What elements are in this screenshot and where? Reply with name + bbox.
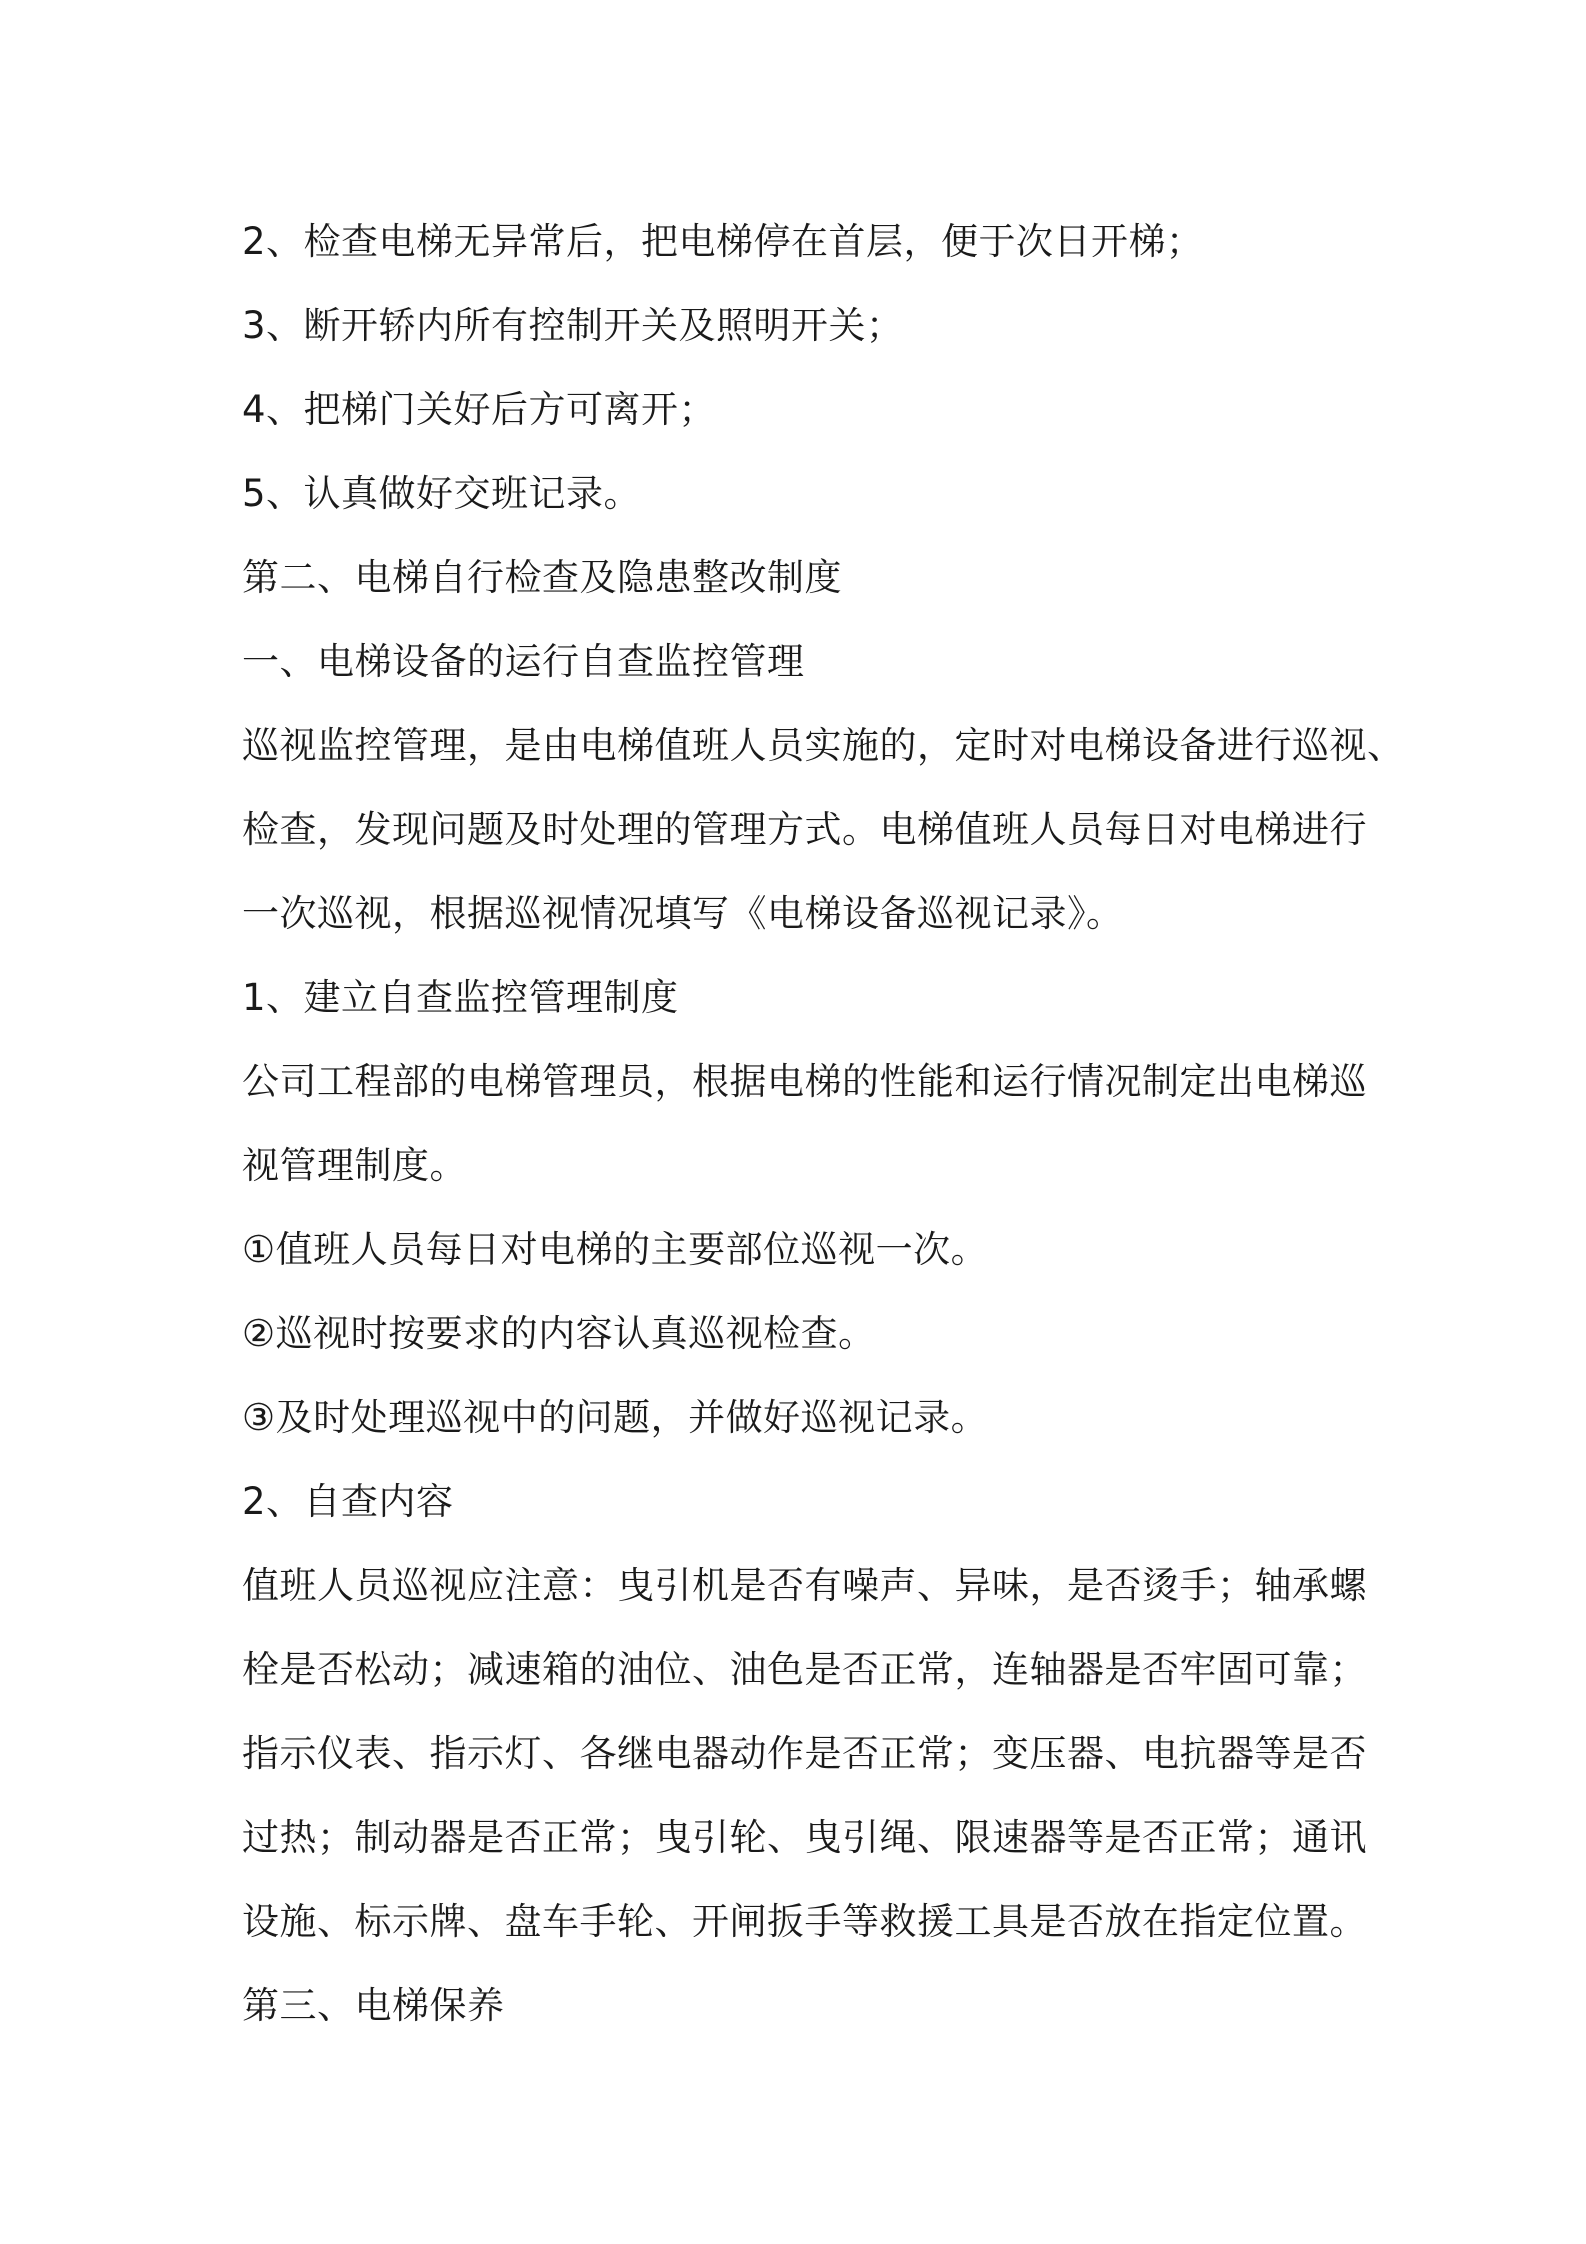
- paragraph-line: 值班人员巡视应注意：曳引机是否有噪声、异味，是否烫手；轴承螺: [242, 1564, 1367, 1607]
- section-two-heading: 第二、电梯自行检查及隐患整改制度: [242, 556, 842, 599]
- paragraph-line: 巡视监控管理，是由电梯值班人员实施的，定时对电梯设备进行巡视、: [242, 724, 1405, 767]
- circled-item-2: ②巡视时按要求的内容认真巡视检查。: [242, 1312, 876, 1355]
- paragraph-line: 设施、标示牌、盘车手轮、开闸扳手等救援工具是否放在指定位置。: [242, 1900, 1367, 1943]
- item-2-heading: 2、自查内容: [242, 1480, 454, 1523]
- paragraph-line: 公司工程部的电梯管理员，根据电梯的性能和运行情况制定出电梯巡: [242, 1060, 1367, 1103]
- circled-item-3: ③及时处理巡视中的问题，并做好巡视记录。: [242, 1396, 989, 1439]
- paragraph-line: 视管理制度。: [242, 1144, 467, 1187]
- step-2-text: 2、检查电梯无异常后，把电梯停在首层，便于次日开梯；: [242, 220, 1204, 263]
- paragraph-line: 指示仪表、指示灯、各继电器动作是否正常；变压器、电抗器等是否: [242, 1732, 1367, 1775]
- step-3-text: 3、断开轿内所有控制开关及照明开关；: [242, 304, 904, 347]
- subsection-one-heading: 一、电梯设备的运行自查监控管理: [242, 640, 805, 683]
- step-4-text: 4、把梯门关好后方可离开；: [242, 388, 717, 431]
- document-body: [242, 200, 1405, 2048]
- paragraph-line: 检查，发现问题及时处理的管理方式。电梯值班人员每日对电梯进行: [242, 808, 1367, 851]
- circled-item-1: ①值班人员每日对电梯的主要部位巡视一次。: [242, 1228, 989, 1271]
- section-three-heading: 第三、电梯保养: [242, 1984, 505, 2027]
- paragraph-line: 栓是否松动；减速箱的油位、油色是否正常，连轴器是否牢固可靠；: [242, 1648, 1367, 1691]
- paragraph-line: 过热；制动器是否正常；曳引轮、曳引绳、限速器等是否正常；通讯: [242, 1816, 1367, 1859]
- item-1-heading: 1、建立自查监控管理制度: [242, 976, 679, 1019]
- paragraph-line: 一次巡视，根据巡视情况填写《电梯设备巡视记录》。: [242, 892, 1124, 935]
- step-5-text: 5、认真做好交班记录。: [242, 472, 642, 515]
